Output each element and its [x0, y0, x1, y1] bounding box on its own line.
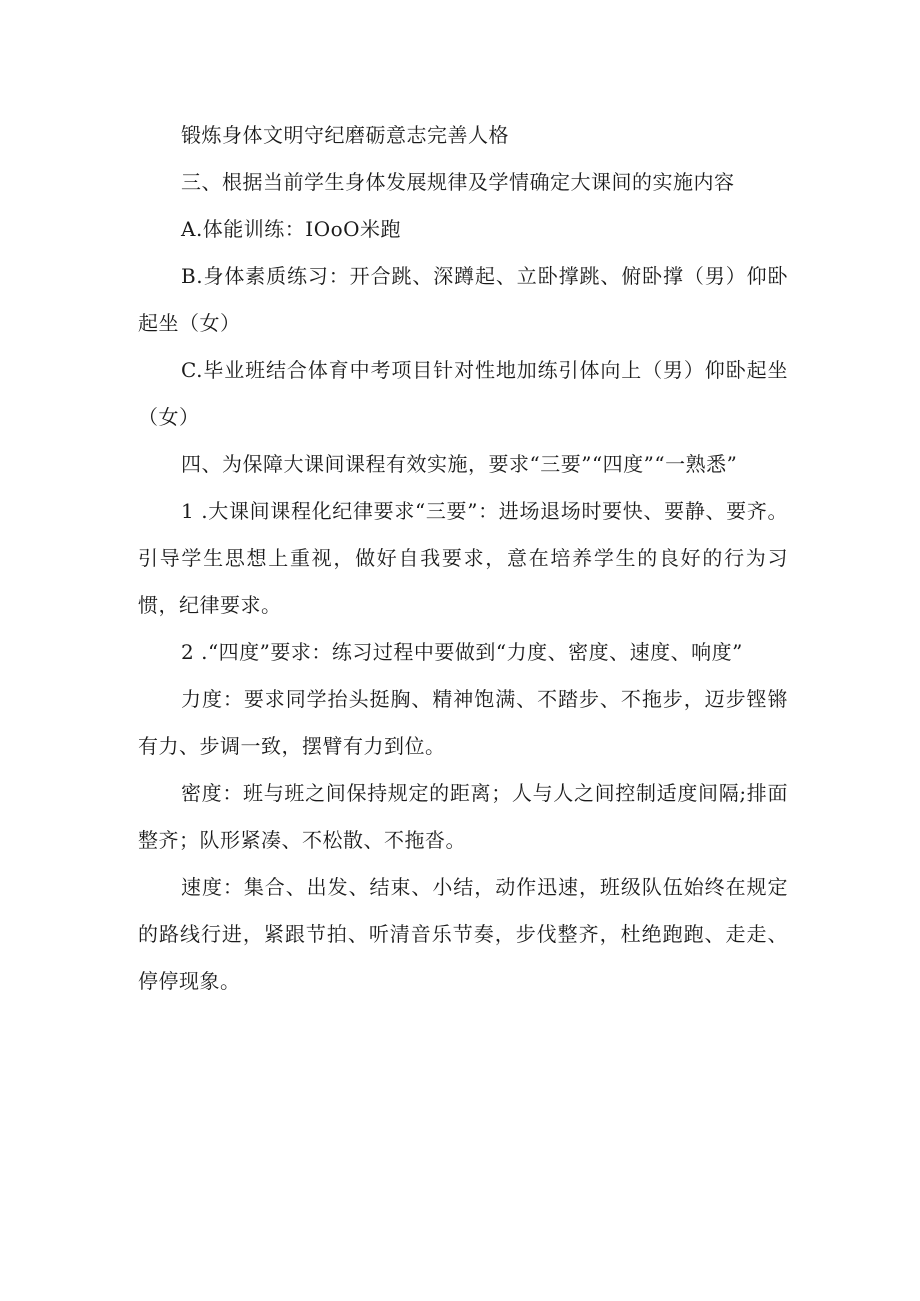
point-2-four-degrees: 2 .“四度”要求：练习过程中要做到“力度、密度、速度、响度”: [181, 640, 743, 664]
document-body: [138, 112, 788, 1005]
item-a-fitness: A.体能训练：IOoO米跑: [181, 217, 402, 241]
section-heading-3: 三、根据当前学生身体发展规律及学情确定大课间的实施内容: [181, 170, 735, 194]
item-b-physical-quality: B.身体素质练习：开合跳、深蹲起、立卧撑跳、俯卧撑（男）仰卧起坐（女）: [138, 264, 788, 335]
section-heading-4: 四、为保障大课间课程有效实施，要求“三要”“四度”“一熟悉”: [181, 452, 738, 476]
paragraph-speed: 速度：集合、出发、结束、小结，动作迅速，班级队伍始终在规定的路线行进，紧跟节拍、听清音乐节奏，步伐整齐，杜绝跑跑、走走、停停现象。: [138, 875, 788, 993]
paragraph-motto: 锻炼身体文明守纪磨砺意志完善人格: [181, 123, 509, 147]
item-c-graduating-class: C.毕业班结合体育中考项目针对性地加练引体向上（男）仰卧起坐（女）: [138, 358, 788, 429]
point-1-three-requirements: 1 .大课间课程化纪律要求“三要”：进场退场时要快、要静、要齐。引导学生思想上重视，做好自我要求，意在培养学生的良好的行为习惯，纪律要求。: [138, 499, 788, 617]
paragraph-density: 密度：班与班之间保持规定的距离；人与人之间控制适度间隔;排面整齐；队形紧凑、不松散、不拖沓。: [138, 781, 788, 852]
paragraph-strength: 力度：要求同学抬头挺胸、精神饱满、不踏步、不拖步，迈步铿锵有力、步调一致，摆臂有力到位。: [138, 687, 788, 758]
